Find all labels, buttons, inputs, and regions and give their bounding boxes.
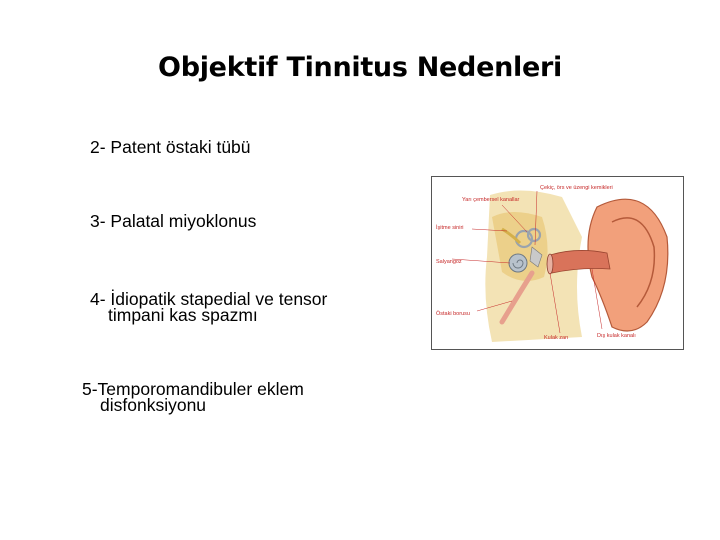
ear-anatomy-illustration: [432, 177, 683, 349]
ear-label: Dış kulak kanalı: [597, 333, 636, 339]
slide-title: Objektif Tinnitus Nedenleri: [158, 52, 562, 83]
cochlea-shape: [509, 254, 527, 272]
ear-anatomy-figure: [431, 176, 684, 350]
list-item: [90, 213, 256, 229]
ear-label: Kulak zarı: [544, 335, 569, 341]
list-item-text: 2- Patent östaki tübü: [90, 137, 251, 157]
ear-label: Östaki borusu: [436, 311, 470, 317]
list-item-text: 3- Palatal miyoklonus: [90, 211, 257, 231]
list-item-text: 5-Temporomandibuler eklem: [82, 379, 304, 399]
ear-label: İşitme siniri: [436, 225, 464, 231]
list-item-continuation: timpani kas spazmı: [108, 305, 258, 325]
ear-label: Yarı çembersel kanallar: [462, 197, 520, 203]
ear-label: Salyangoz: [436, 259, 462, 265]
list-item-continuation: disfonksiyonu: [100, 395, 207, 415]
list-item: [90, 291, 327, 323]
eardrum-shape: [547, 254, 553, 274]
list-item-text: 4- İdiopatik stapedial ve tensor: [90, 289, 328, 309]
list-item: [90, 139, 251, 155]
list-item: [82, 381, 304, 413]
ear-label: Çekiç, örs ve üzengi kemikleri: [540, 185, 613, 191]
